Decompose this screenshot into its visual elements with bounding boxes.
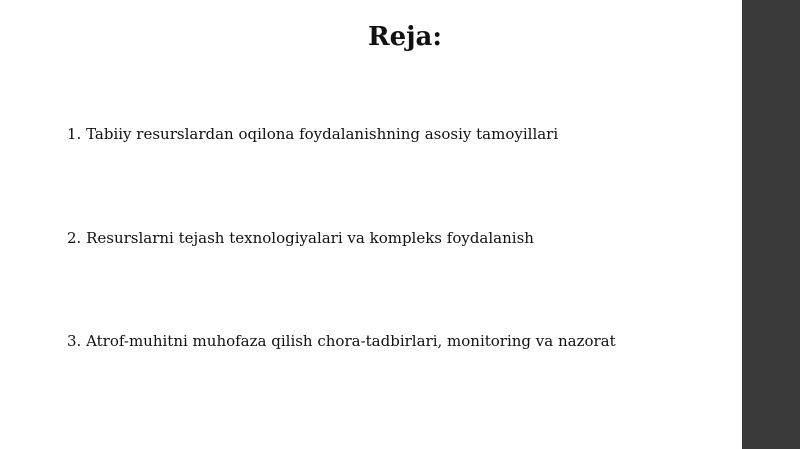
slide-title: Reja: <box>367 22 442 52</box>
side-panel-bar <box>742 0 800 449</box>
plan-item: 2. Resurslarni tejash texnologiyalari va kompleks foydalanish <box>67 229 534 247</box>
plan-item: 1. Tabiiy resurslardan oqilona foydalanishning asosiy tamoyillari <box>67 125 559 143</box>
plan-item: 3. Atrof-muhitni muhofaza qilish chora-tadbirlari, monitoring va nazorat <box>67 332 616 350</box>
